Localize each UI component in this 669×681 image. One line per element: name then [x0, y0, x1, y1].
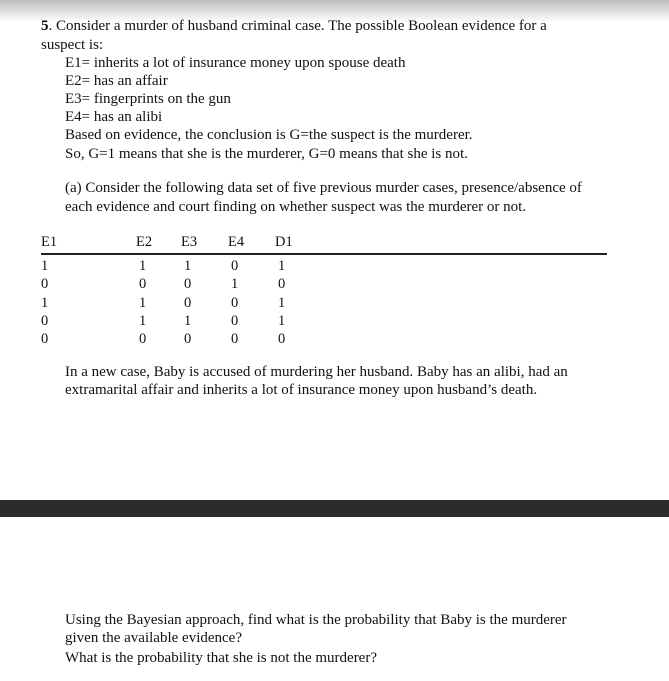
part-a-line2: each evidence and court finding on whether suspect was the murderer or not. — [65, 199, 527, 215]
page-divider-band — [0, 500, 669, 517]
table-cell: 1 — [231, 276, 239, 293]
table-cell: 1 — [184, 312, 192, 329]
conclusion-line2: So, G=1 means that she is the murderer, G=0 means that she is not. — [65, 146, 468, 162]
table-cell: 0 — [184, 276, 192, 293]
new-case-line1: In a new case, Baby is accused of murdering her husband. Baby has an alibi, had an — [65, 364, 568, 380]
table-cell: 0 — [231, 331, 239, 348]
table-cell: 0 — [41, 331, 49, 348]
conclusion-line1: Based on evidence, the conclusion is G=the suspect is the murderer. — [65, 127, 473, 143]
ask-line2: given the available evidence? — [65, 630, 242, 646]
table-cell: 1 — [139, 312, 147, 329]
table-cell: 1 — [184, 258, 192, 274]
table-header-rule — [41, 253, 607, 255]
table-cell: 0 — [184, 294, 192, 311]
table-cell: 0 — [278, 276, 286, 293]
evidence-e2: E2= has an affair — [65, 73, 168, 89]
table-header-e1: E1 — [41, 234, 58, 250]
table-cell: 1 — [139, 294, 147, 311]
new-case-line2: extramarital affair and inherits a lot of insurance money upon husband’s death. — [65, 382, 538, 398]
evidence-e1: E1= inherits a lot of insurance money upon spouse death — [65, 55, 406, 71]
question-intro-line1 — [41, 17, 547, 35]
table-cell: 1 — [41, 258, 49, 274]
table-cell: 0 — [184, 331, 192, 348]
table-cell: 1 — [278, 312, 286, 329]
table-cell: 0 — [41, 312, 49, 329]
ask-line3: What is the probability that she is not the murderer? — [65, 650, 377, 666]
table-cell: 0 — [231, 258, 239, 274]
intro-text: . Consider a murder of husband criminal case. The possible Boolean evidence for a — [48, 18, 547, 34]
table-cell: 0 — [231, 294, 239, 311]
table-cell: 1 — [278, 294, 286, 311]
table-header-e4: E4 — [228, 234, 245, 250]
evidence-e3: E3= fingerprints on the gun — [65, 91, 231, 107]
table-header-d1: D1 — [275, 234, 293, 250]
part-a-line1: (a) Consider the following data set of five previous murder cases, presence/absence of — [65, 180, 582, 196]
question-intro-line2: suspect is: — [41, 37, 104, 53]
table-cell: 0 — [231, 312, 239, 329]
table-header-e3: E3 — [181, 234, 198, 250]
table-cell: 0 — [139, 331, 147, 348]
table-cell: 0 — [139, 276, 147, 293]
table-cell: 0 — [278, 331, 286, 348]
question-number: 5 — [41, 18, 49, 34]
table-cell: 1 — [139, 258, 147, 274]
table-header-e2: E2 — [136, 234, 153, 250]
evidence-e4: E4= has an alibi — [65, 109, 163, 125]
table-cell: 1 — [41, 294, 49, 311]
ask-line1: Using the Bayesian approach, find what is the probability that Baby is the murderer — [65, 612, 567, 628]
table-cell: 1 — [278, 258, 286, 274]
table-cell: 0 — [41, 276, 49, 293]
